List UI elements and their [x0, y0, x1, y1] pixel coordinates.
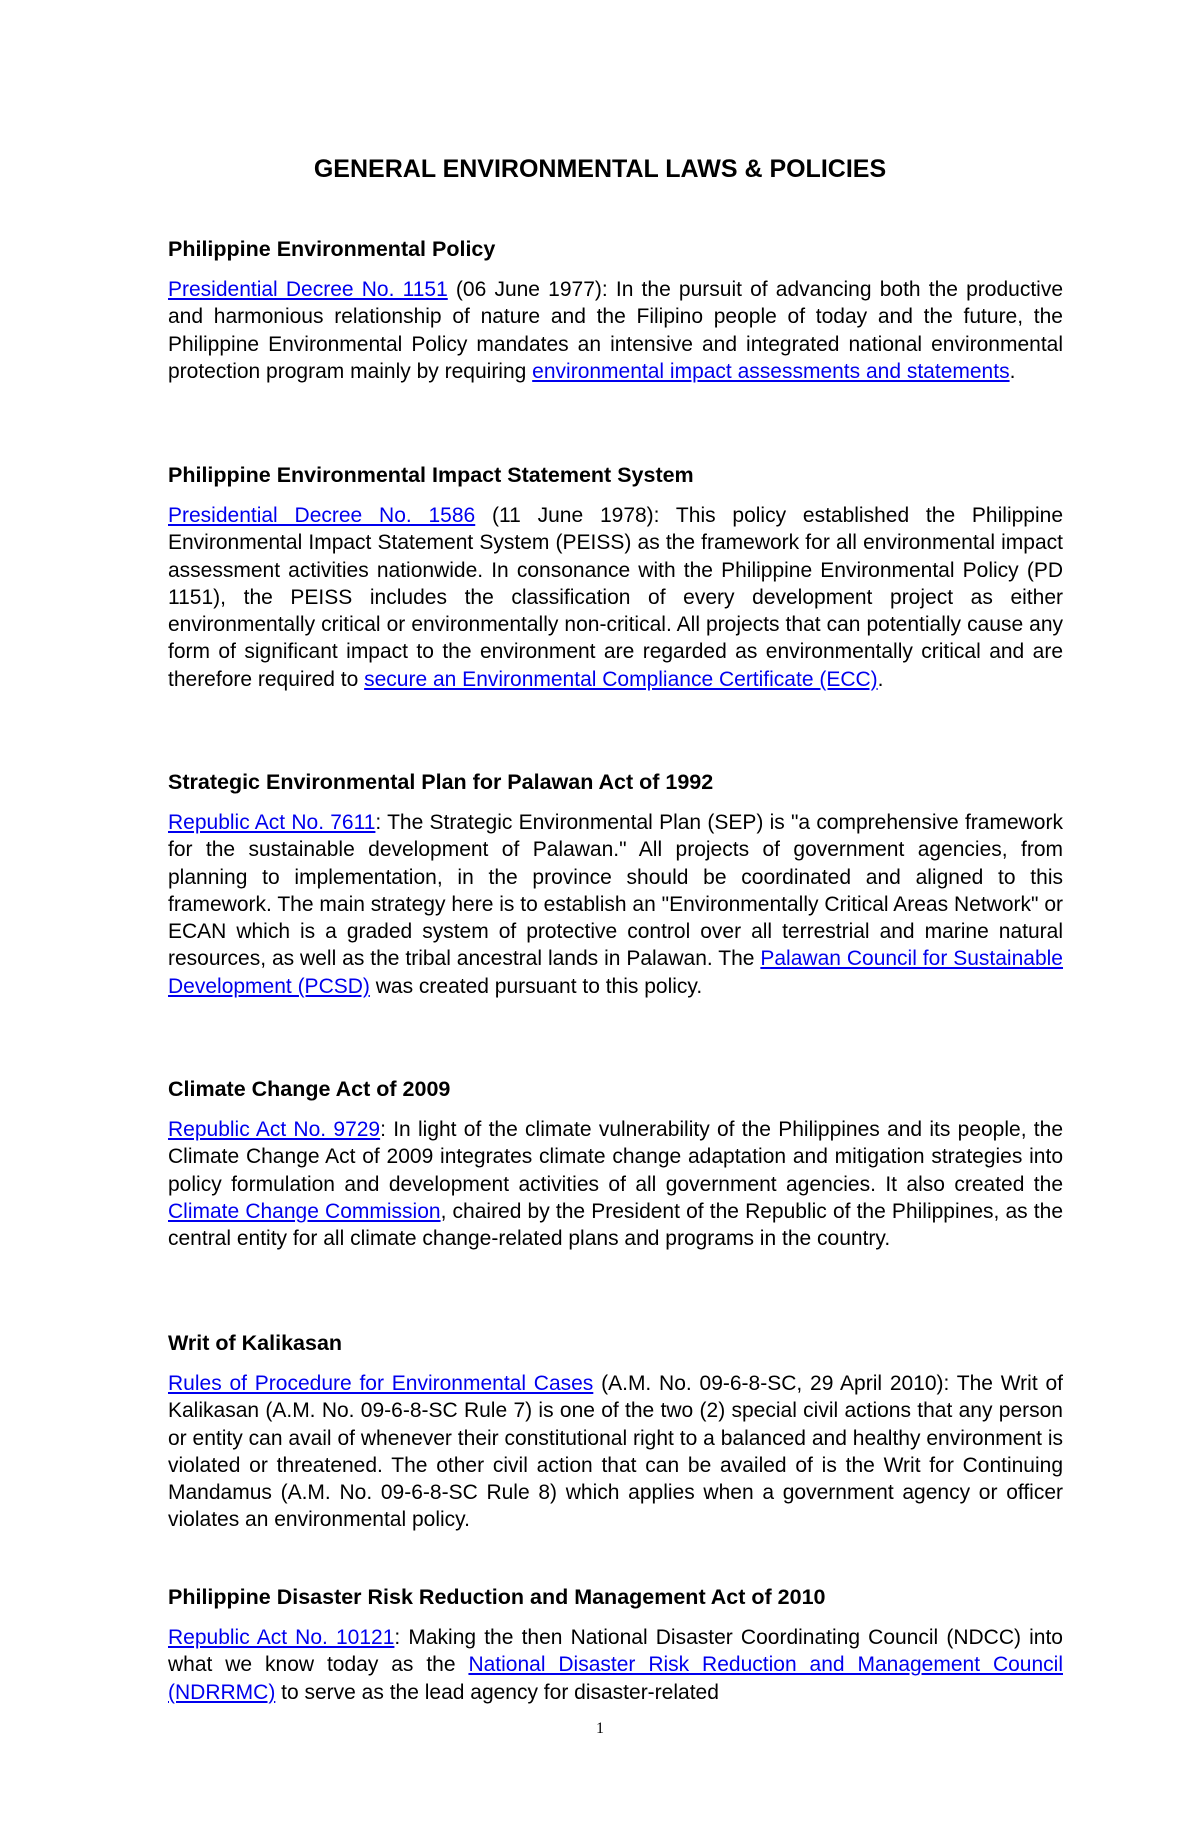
- section-body: [168, 1624, 1063, 1706]
- section-text: : Making the then National Disaster Coordinating Council (NDCC) into what we know today as the: [168, 1626, 1063, 1677]
- pcsd-link[interactable]: Palawan Council for Sustainable Development (PCSD): [168, 947, 1063, 998]
- pd-1151-link[interactable]: Presidential Decree No. 1151: [168, 278, 448, 301]
- section-body: [168, 1116, 1063, 1252]
- section-heading: Writ of Kalikasan: [168, 1331, 343, 1355]
- section-body: [168, 502, 1063, 693]
- ra-7611-link[interactable]: Republic Act No. 7611: [168, 811, 376, 834]
- section-text: (11 June 1978): This policy established the Philippine Environmental Impact Statement System (PEISS) as the framework for all environmental impact assessment activities nationwide. In consonance with the Philippine Environmental Policy (PD 1151), the PEISS includes the classification of every development project as either environmentally critical or environmentally non-critical. All projects that can potentially cause any form of significant impact to the environment are regarded as environmentally critical and are therefore required to: [168, 504, 1063, 691]
- section-writ-of-kalikasan: [168, 1330, 1063, 1534]
- ecc-link[interactable]: secure an Environmental Compliance Certificate (ECC): [364, 667, 878, 691]
- section-body: [168, 809, 1063, 1000]
- section-text: : In light of the climate vulnerability of the Philippines and its people, the Climate Change Act of 2009 integrates climate change adaptation and mitigation strategies into policy formulation and development activities of all government agencies. It also created the: [168, 1118, 1063, 1196]
- ra-10121-link[interactable]: Republic Act No. 10121: [168, 1626, 395, 1649]
- section-text: was created pursuant to this policy.: [369, 974, 703, 998]
- section-text: (A.M. No. 09-6-8-SC, 29 April 2010): The Writ of Kalikasan (A.M. No. 09-6-8-SC Rule 7) is one of the two (2) special civil actions that any person or entity can avail of whenever their constitutional right to a balanced and healthy environment is violated or threatened. The other civil action that can be availed of is the Writ for Continuing Mandamus (A.M. No. 09-6-8-SC Rule 8) which applies when a government agency or officer violates an environmental policy.: [168, 1372, 1063, 1532]
- section-text: .: [877, 667, 884, 691]
- section-text: : The Strategic Environmental Plan (SEP) is "a comprehensive framework for the sustainable development of Palawan." All projects of government agencies, from planning to implementation, in the province should be coordinated and aligned to this framework. The main strategy here is to establish an "Environmentally Critical Areas Network" or ECAN which is a graded system of protective control over all terrestrial and marine natural resources, as well as the tribal ancestral lands in Palawan. The: [168, 811, 1063, 971]
- section-eis-system: [168, 462, 1063, 693]
- document-title: GENERAL ENVIRONMENTAL LAWS & POLICIES: [313, 155, 887, 183]
- eia-statements-link[interactable]: environmental impact assessments and statements: [532, 359, 1010, 383]
- section-heading: Strategic Environmental Plan for Palawan Act of 1992: [168, 770, 714, 794]
- section-heading: Philippine Environmental Policy: [168, 237, 496, 261]
- section-palawan-sep: [168, 769, 1063, 1000]
- section-body: [168, 1370, 1063, 1534]
- climate-change-commission-link[interactable]: Climate Change Commission: [168, 1199, 441, 1223]
- page-number: 1: [596, 1720, 604, 1737]
- section-drrm-act: [168, 1584, 1063, 1706]
- section-climate-change-act: [168, 1076, 1063, 1252]
- section-text: (06 June 1977): In the pursuit of advancing both the productive and harmonious relationship of nature and the Filipino people of today and the future, the Philippine Environmental Policy mandates an intensive and integrated national environmental protection program mainly by requiring: [168, 278, 1063, 383]
- section-environmental-policy: [168, 236, 1063, 385]
- section-text: , chaired by the President of the Republic of the Philippines, as the central entity for all climate change-related plans and programs in the country.: [168, 1199, 1063, 1251]
- section-heading: Philippine Environmental Impact Statement System: [168, 463, 694, 487]
- environmental-cases-rules-link[interactable]: Rules of Procedure for Environmental Cases: [168, 1372, 594, 1395]
- section-heading: Philippine Disaster Risk Reduction and Management Act of 2010: [168, 1585, 826, 1609]
- section-text: .: [1009, 359, 1016, 383]
- section-body: [168, 276, 1063, 385]
- pd-1586-link[interactable]: Presidential Decree No. 1586: [168, 504, 476, 527]
- section-heading: Climate Change Act of 2009: [168, 1077, 451, 1101]
- ra-9729-link[interactable]: Republic Act No. 9729: [168, 1118, 381, 1141]
- section-text: to serve as the lead agency for disaster-related: [275, 1680, 719, 1704]
- ndrrmc-link[interactable]: National Disaster Risk Reduction and Management Council (NDRRMC): [168, 1653, 1063, 1704]
